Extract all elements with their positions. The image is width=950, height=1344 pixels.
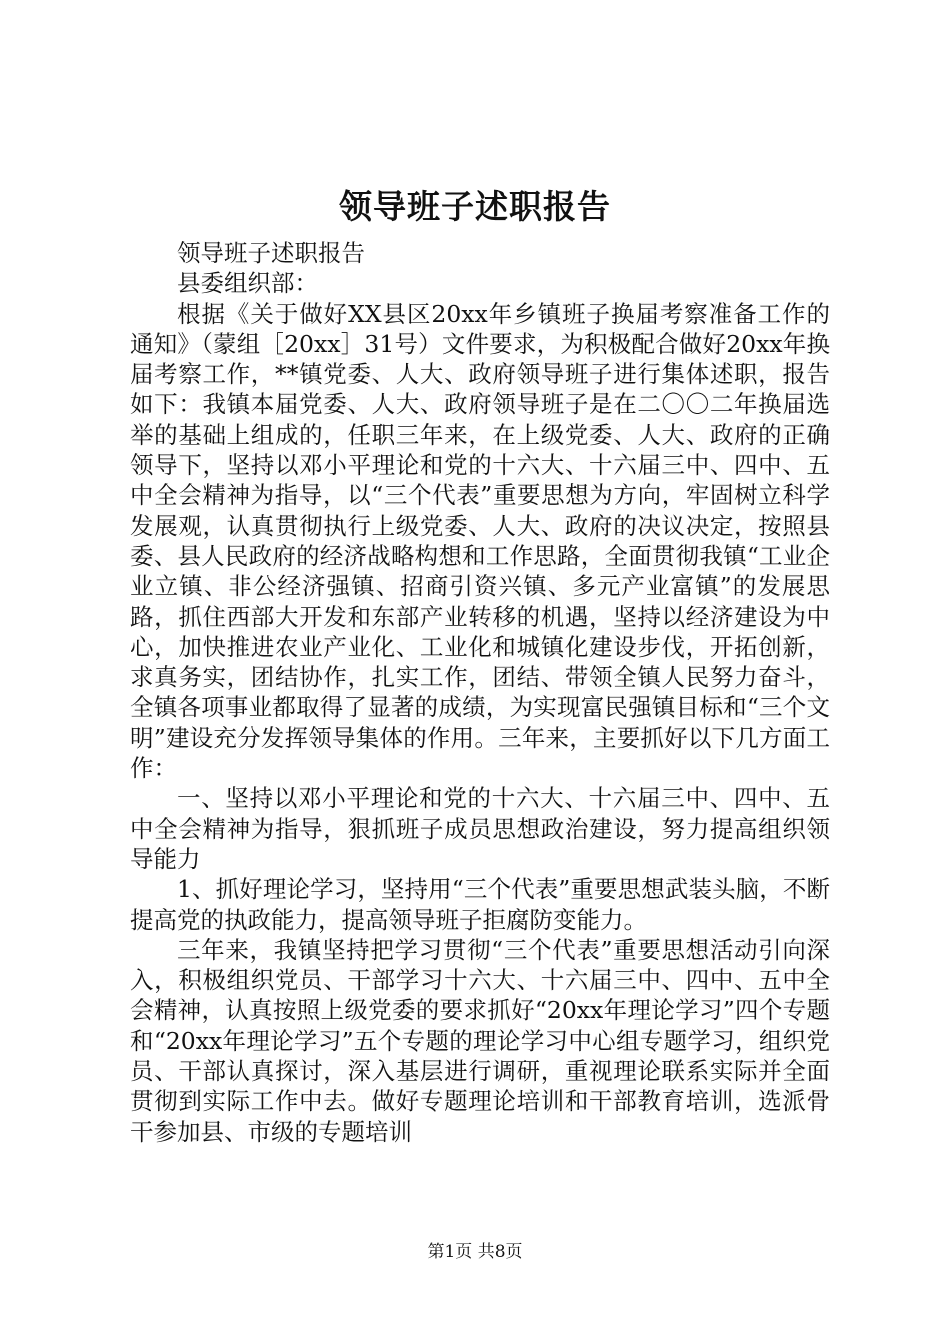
document-body xyxy=(130,238,830,1147)
paragraph-1: 根据《关于做好XX县区20xx年乡镇班子换届考察准备工作的通知》（蒙组［20xx］31号）文件要求，为积极配合做好20xx年换届考察工作，**镇党委、人大、政府领导班子进行集体述职，报告如下：我镇本届党委、人大、政府领导班子是在二〇〇二年换届选举的基础上组成的，任职三年来，在上级党委、人大、政府的正确领导下，坚持以邓小平理论和党的十六大、十六届三中、四中、五中全会精神为指导，以“三个代表”重要思想为方向，牢固树立科学发展观，认真贯彻执行上级党委、人大、政府的决议决定，按照县委、县人民政府的经济战略构想和工作思路，全面贯彻我镇“工业企业立镇、非公经济强镇、招商引资兴镇、多元产业富镇”的发展思路，抓住西部大开发和东部产业转移的机遇，坚持以经济建设为中心，加快推进农业产业化、工业化和城镇化建设步伐，开拓创新，求真务实，团结协作，扎实工作，团结、带领全镇人民努力奋斗，全镇各项事业都取得了显著的成绩，为实现富民强镇目标和“三个文明”建设充分发挥领导集体的作用。三年来，主要抓好以下几方面工作： xyxy=(130,299,830,783)
salutation: 县委组织部： xyxy=(177,269,318,298)
paragraph-4: 三年来，我镇坚持把学习贯彻“三个代表”重要思想活动引向深入，积极组织党员、干部学习十六大、十六届三中、四中、五中全会精神，认真按照上级党委的要求抓好“20xx年理论学习”四个专题和“20xx年理论学习”五个专题的理论学习中心组专题学习，组织党员、干部认真探讨，深入基层进行调研，重视理论联系实际并全面贯彻到实际工作中去。做好专题理论培训和干部教育培训，选派骨干参加县、市级的专题培训 xyxy=(130,935,830,1146)
paragraph-3: 1、抓好理论学习，坚持用“三个代表”重要思想武装头脑，不断提高党的执政能力，提高领导班子拒腐防变能力。 xyxy=(130,875,830,934)
paragraph-2: 一、坚持以邓小平理论和党的十六大、十六届三中、四中、五中全会精神为指导，狠抓班子成员思想政治建设，努力提高组织领导能力 xyxy=(130,784,830,873)
document-subtitle: 领导班子述职报告 xyxy=(177,239,365,267)
document-title: 领导班子述职报告 xyxy=(339,187,611,226)
page-number-footer: 第1页 共8页 xyxy=(427,1242,523,1262)
